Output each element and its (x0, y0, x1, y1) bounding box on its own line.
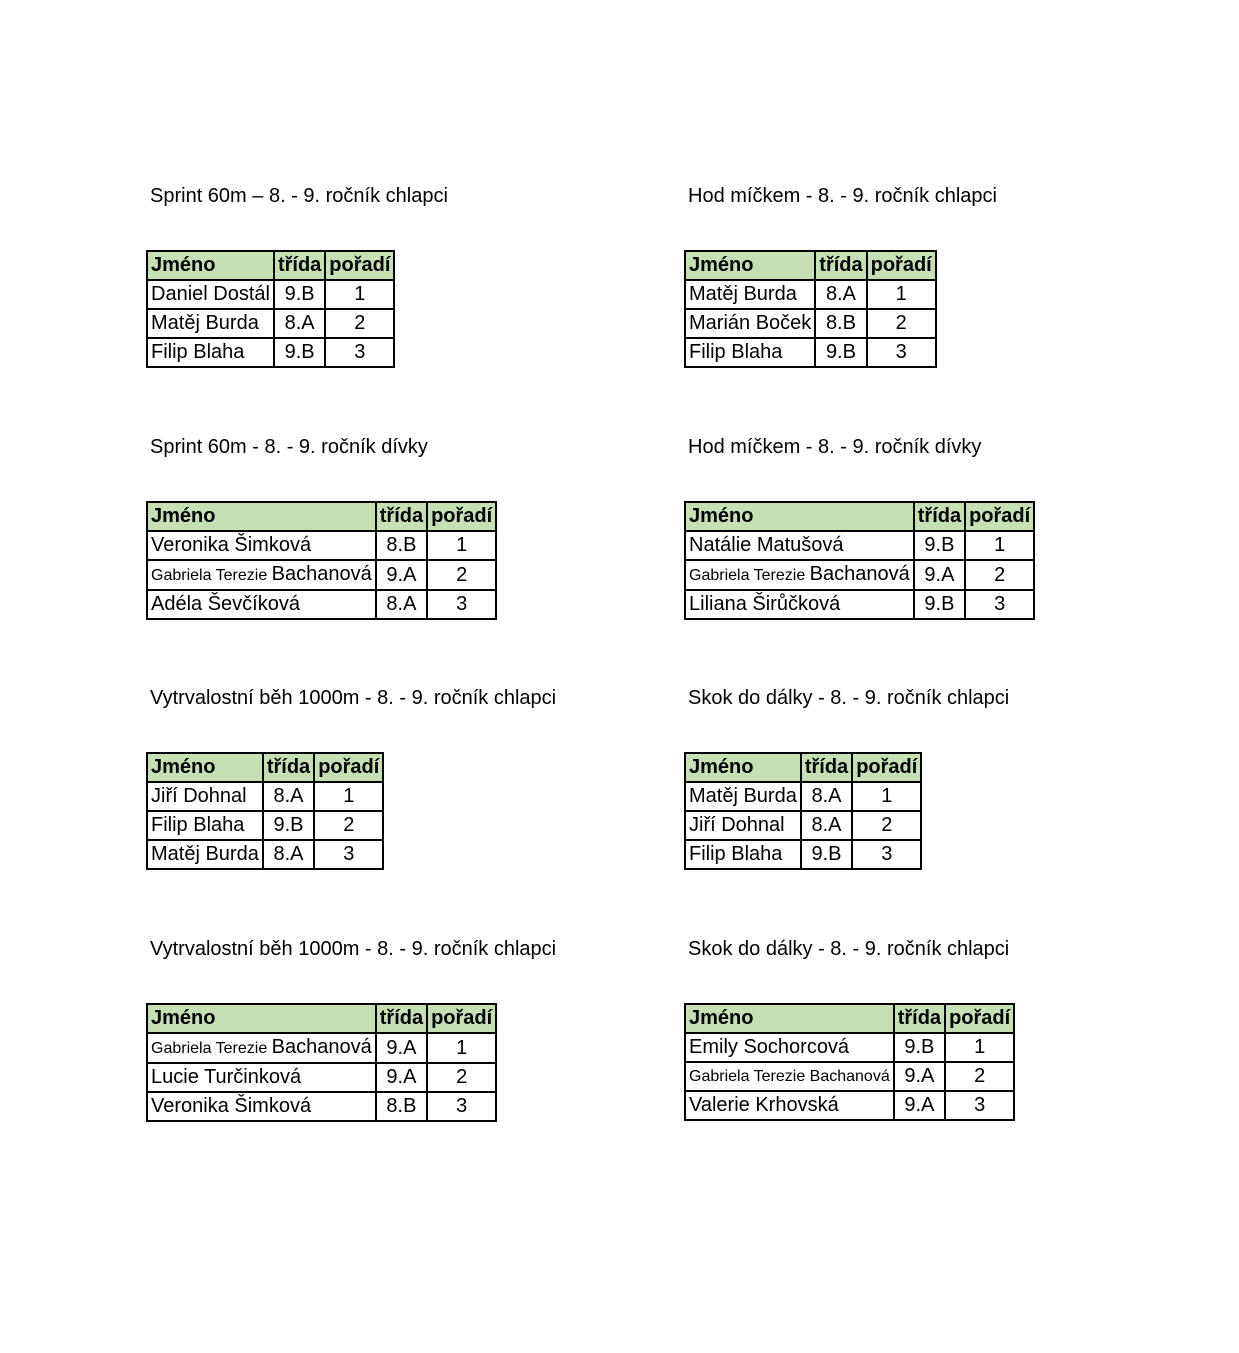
header-class: třída (815, 251, 866, 280)
header-class: třída (801, 753, 852, 782)
cell-class: 9.A (376, 560, 427, 590)
header-class: třída (914, 502, 965, 531)
cell-class: 8.B (376, 531, 427, 560)
cell-rank: 1 (325, 280, 394, 309)
header-rank: pořadí (852, 753, 921, 782)
cell-name (147, 560, 376, 590)
table-row (147, 560, 496, 590)
cell-name: Liliana Širůčková (685, 590, 914, 619)
table-row (685, 1091, 1014, 1120)
cell-name: Matěj Burda (685, 280, 815, 309)
cell-name: Valerie Krhovská (685, 1091, 894, 1120)
table-row (147, 590, 496, 619)
cell-class: 9.B (914, 531, 965, 560)
header-rank: pořadí (325, 251, 394, 280)
table-row (147, 531, 496, 560)
cell-name: Emily Sochorcová (685, 1033, 894, 1062)
header-name: Jméno (685, 251, 815, 280)
cell-class: 9.B (914, 590, 965, 619)
cell-name (685, 560, 914, 590)
table-title: Hod míčkem - 8. - 9. ročník dívky (688, 436, 982, 458)
cell-name: Marián Boček (685, 309, 815, 338)
cell-rank: 3 (945, 1091, 1014, 1120)
cell-rank: 1 (314, 782, 383, 811)
cell-name: Matěj Burda (147, 840, 263, 869)
header-rank: pořadí (945, 1004, 1014, 1033)
table-title: Sprint 60m – 8. - 9. ročník chlapci (150, 185, 448, 207)
cell-name: Filip Blaha (685, 338, 815, 367)
cell-name: Matěj Burda (147, 309, 274, 338)
cell-rank: 3 (867, 338, 936, 367)
cell-class: 8.A (801, 782, 852, 811)
cell-rank: 2 (965, 560, 1034, 590)
header-name: Jméno (147, 251, 274, 280)
results-table (146, 501, 497, 620)
cell-rank: 1 (945, 1033, 1014, 1062)
cell-rank: 2 (325, 309, 394, 338)
results-table (146, 1003, 497, 1122)
cell-rank: 1 (427, 531, 496, 560)
header-class: třída (274, 251, 325, 280)
cell-class: 8.A (263, 782, 314, 811)
cell-name: Daniel Dostál (147, 280, 274, 309)
header-row (685, 251, 936, 280)
header-rank: pořadí (965, 502, 1034, 531)
name-big-part: Bachanová (271, 1036, 372, 1058)
header-row (147, 753, 383, 782)
cell-name: Veronika Šimková (147, 531, 376, 560)
results-table (684, 1003, 1015, 1121)
header-rank: pořadí (867, 251, 936, 280)
results-table (684, 250, 937, 368)
cell-name (147, 1033, 376, 1063)
table-row (685, 1062, 1014, 1091)
cell-class: 8.A (274, 309, 325, 338)
header-rank: pořadí (314, 753, 383, 782)
header-row (147, 502, 496, 531)
cell-class: 8.A (376, 590, 427, 619)
table-row (685, 531, 1034, 560)
header-row (147, 251, 394, 280)
cell-class: 9.B (801, 840, 852, 869)
cell-class: 9.A (914, 560, 965, 590)
header-name: Jméno (147, 753, 263, 782)
cell-rank: 2 (314, 811, 383, 840)
cell-class: 9.A (376, 1063, 427, 1092)
results-table (684, 501, 1035, 620)
cell-rank: 1 (852, 782, 921, 811)
cell-class: 9.A (894, 1062, 945, 1091)
results-table (684, 752, 922, 870)
table-row (685, 560, 1034, 590)
header-name: Jméno (685, 502, 914, 531)
header-class: třída (376, 1004, 427, 1033)
results-table (146, 752, 384, 870)
table-row (147, 338, 394, 367)
table-row (685, 840, 921, 869)
cell-class: 8.B (815, 309, 866, 338)
cell-name: Adéla Ševčíková (147, 590, 376, 619)
table-row (685, 280, 936, 309)
table-row (147, 1092, 496, 1121)
name-small-part: Gabriela Terezie (151, 567, 268, 584)
cell-class: 9.B (815, 338, 866, 367)
table-row (147, 1033, 496, 1063)
header-row (685, 1004, 1014, 1033)
header-rank: pořadí (427, 1004, 496, 1033)
cell-name: Lucie Turčinková (147, 1063, 376, 1092)
cell-class: 9.B (274, 338, 325, 367)
header-row (147, 1004, 496, 1033)
cell-rank: 1 (427, 1033, 496, 1063)
table-row (147, 811, 383, 840)
cell-rank: 3 (427, 1092, 496, 1121)
table-row (685, 782, 921, 811)
table-row (147, 309, 394, 338)
header-name: Jméno (147, 1004, 376, 1033)
cell-name: Jiří Dohnal (685, 811, 801, 840)
cell-name: Jiří Dohnal (147, 782, 263, 811)
cell-rank: 3 (852, 840, 921, 869)
cell-rank: 1 (965, 531, 1034, 560)
cell-name: Natálie Matušová (685, 531, 914, 560)
header-name: Jméno (147, 502, 376, 531)
table-row (147, 280, 394, 309)
cell-class: 8.A (815, 280, 866, 309)
table-row (685, 309, 936, 338)
header-row (685, 753, 921, 782)
header-rank: pořadí (427, 502, 496, 531)
name-big-part: Bachanová (809, 563, 910, 585)
cell-name: Matěj Burda (685, 782, 801, 811)
table-title: Skok do dálky - 8. - 9. ročník chlapci (688, 938, 1010, 960)
table-row (685, 1033, 1014, 1062)
table-row (147, 1063, 496, 1092)
cell-class: 9.A (376, 1033, 427, 1063)
cell-class: 8.A (801, 811, 852, 840)
cell-rank: 2 (427, 1063, 496, 1092)
name-small-part: Gabriela Terezie (151, 1040, 268, 1057)
cell-class: 8.A (263, 840, 314, 869)
table-row (685, 338, 936, 367)
table-title: Hod míčkem - 8. - 9. ročník chlapci (688, 185, 997, 207)
cell-name: Filip Blaha (147, 338, 274, 367)
header-name: Jméno (685, 753, 801, 782)
table-title: Skok do dálky - 8. - 9. ročník chlapci (688, 687, 1010, 709)
table-row (685, 590, 1034, 619)
cell-rank: 3 (965, 590, 1034, 619)
results-table (146, 250, 395, 368)
cell-rank: 2 (867, 309, 936, 338)
cell-rank: 2 (945, 1062, 1014, 1091)
cell-rank: 2 (427, 560, 496, 590)
table-row (147, 782, 383, 811)
cell-class: 9.B (274, 280, 325, 309)
cell-name: Veronika Šimková (147, 1092, 376, 1121)
table-title: Vytrvalostní běh 1000m - 8. - 9. ročník chlapci (150, 938, 557, 960)
cell-name: Gabriela Terezie Bachanová (685, 1062, 894, 1091)
table-title: Vytrvalostní běh 1000m - 8. - 9. ročník chlapci (150, 687, 557, 709)
cell-class: 9.A (894, 1091, 945, 1120)
cell-name: Filip Blaha (147, 811, 263, 840)
table-row (147, 840, 383, 869)
header-name: Jméno (685, 1004, 894, 1033)
cell-rank: 3 (314, 840, 383, 869)
cell-name: Filip Blaha (685, 840, 801, 869)
cell-class: 9.B (894, 1033, 945, 1062)
table-title: Sprint 60m - 8. - 9. ročník dívky (150, 436, 428, 458)
cell-rank: 1 (867, 280, 936, 309)
header-class: třída (376, 502, 427, 531)
header-class: třída (894, 1004, 945, 1033)
cell-rank: 2 (852, 811, 921, 840)
table-row (685, 811, 921, 840)
name-big-part: Bachanová (271, 563, 372, 585)
cell-class: 9.B (263, 811, 314, 840)
header-class: třída (263, 753, 314, 782)
name-small-part: Gabriela Terezie (689, 567, 806, 584)
cell-rank: 3 (427, 590, 496, 619)
cell-class: 8.B (376, 1092, 427, 1121)
cell-rank: 3 (325, 338, 394, 367)
header-row (685, 502, 1034, 531)
